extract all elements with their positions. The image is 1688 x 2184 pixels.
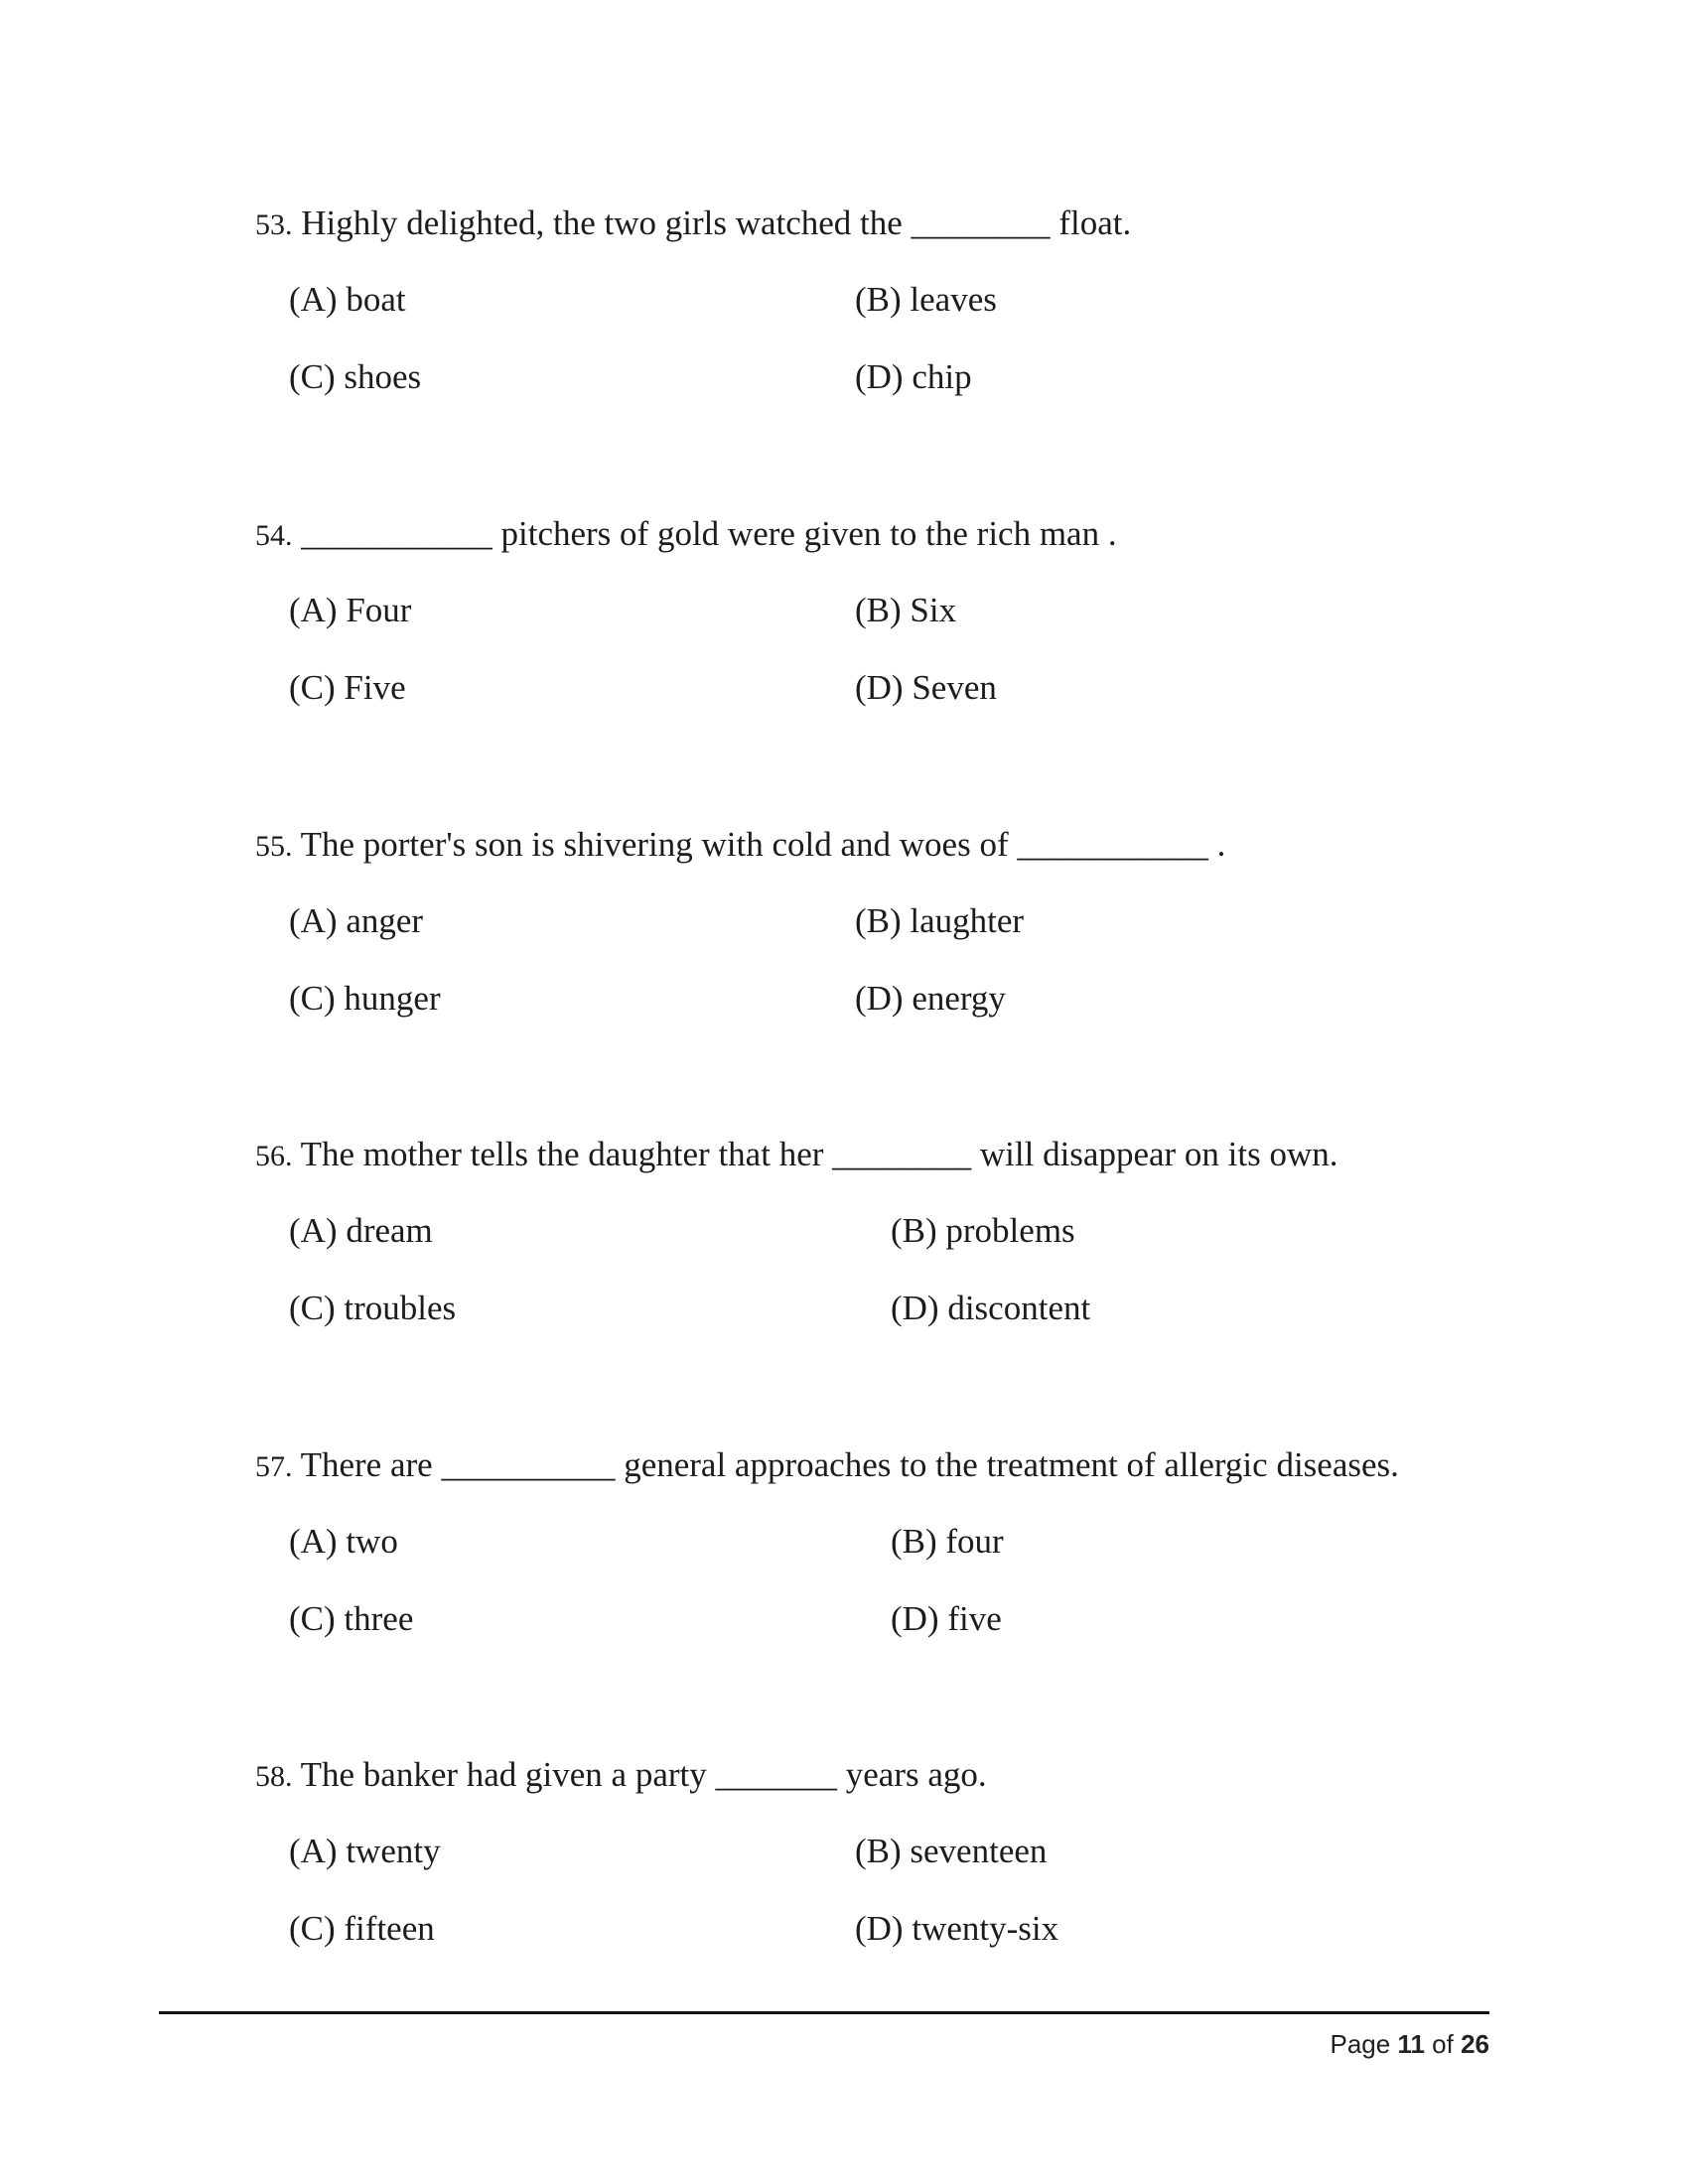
question-stem [255, 204, 1131, 245]
page-of: of [1424, 2029, 1462, 2059]
question-stem [255, 1445, 1399, 1487]
question-text: There are __________ general approaches to the treatment of allergic diseases. [292, 1445, 1399, 1484]
question-text: The porter's son is shivering with cold and woes of ___________ . [292, 825, 1226, 864]
question-stem [255, 1755, 987, 1797]
option-a: (A) two [289, 1522, 398, 1561]
option-a: (A) twenty [289, 1832, 441, 1870]
question-number: 56. [255, 1140, 293, 1172]
question-text: The banker had given a party _______ years ago. [292, 1755, 987, 1794]
option-d: (D) chip [855, 357, 972, 396]
option-b: (B) laughter [855, 901, 1025, 940]
question-text: Highly delighted, the two girls watched the ________ float. [292, 204, 1132, 242]
question-stem [255, 1135, 1338, 1176]
option-c: (C) hunger [289, 979, 441, 1018]
option-b: (B) seventeen [855, 1832, 1048, 1870]
question-number: 57. [255, 1450, 293, 1483]
option-b: (B) leaves [855, 280, 997, 319]
option-c: (C) fifteen [289, 1909, 435, 1948]
option-a: (A) boat [289, 280, 406, 319]
option-b: (B) Six [855, 591, 957, 629]
option-c: (C) three [289, 1599, 414, 1638]
question-text: ___________ pitchers of gold were given to the rich man . [292, 514, 1117, 553]
question-number: 54. [255, 519, 293, 552]
page-number [1330, 2029, 1489, 2060]
option-d: (D) five [891, 1599, 1002, 1638]
option-d: (D) energy [855, 979, 1006, 1018]
page-prefix: Page [1330, 2029, 1398, 2059]
option-c: (C) Five [289, 668, 406, 707]
option-d: (D) twenty-six [855, 1909, 1059, 1948]
question-stem [255, 825, 1225, 867]
option-a: (A) Four [289, 591, 412, 629]
option-b: (B) problems [891, 1211, 1075, 1250]
question-number: 53. [255, 208, 293, 241]
option-b: (B) four [891, 1522, 1004, 1561]
option-c: (C) shoes [289, 357, 422, 396]
footer-divider [159, 2011, 1489, 2014]
option-c: (C) troubles [289, 1289, 457, 1327]
total-pages: 26 [1461, 2029, 1489, 2059]
current-page: 11 [1397, 2029, 1425, 2059]
question-number: 58. [255, 1760, 293, 1793]
option-a: (A) anger [289, 901, 424, 940]
option-d: (D) Seven [855, 668, 997, 707]
question-stem [255, 514, 1117, 556]
question-number: 55. [255, 830, 293, 863]
question-text: The mother tells the daughter that her ________ will disappear on its own. [292, 1135, 1338, 1173]
option-a: (A) dream [289, 1211, 433, 1250]
option-d: (D) discontent [891, 1289, 1091, 1327]
